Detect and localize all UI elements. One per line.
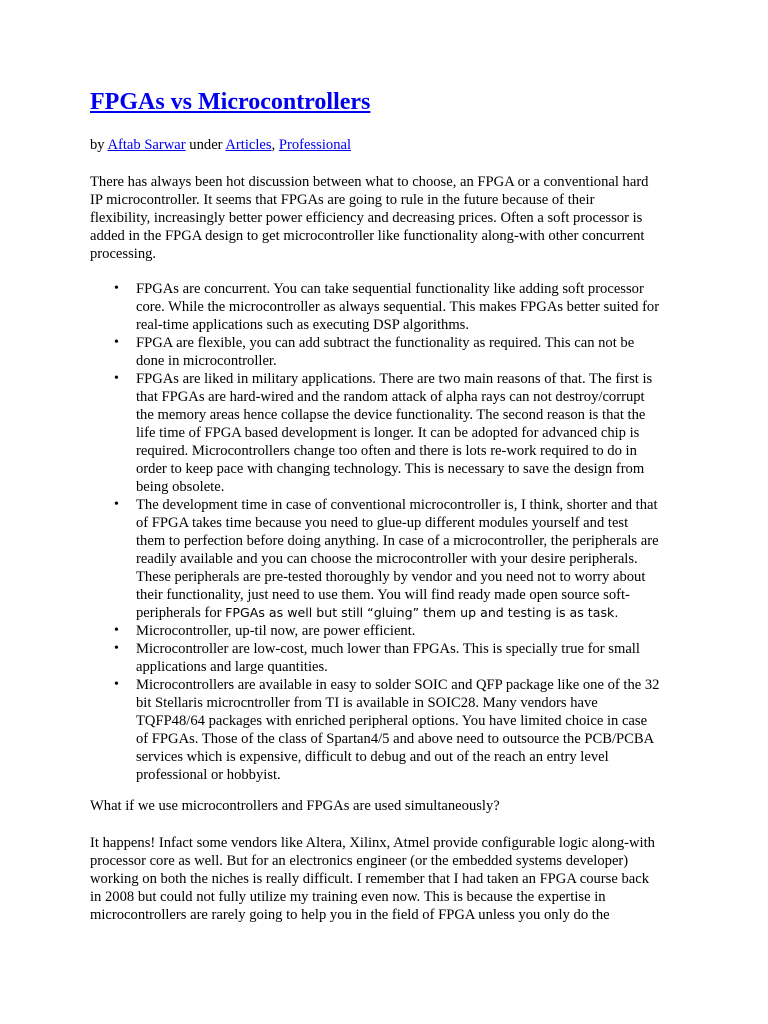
list-item (114, 496, 696, 622)
text-line: processor core as well. But for an electronics engineer (or the embedded systems developer) (90, 853, 629, 869)
text-line: It happens! Infact some vendors like Altera, Xilinx, Atmel provide configurable logic along-with (90, 835, 655, 851)
byline (90, 136, 351, 154)
text-line: The development time in case of conventional microcontroller is, I think, shorter and that (136, 497, 658, 513)
text-line: TQFP48/64 packages with enriched peripheral options. You have limited choice in case (136, 713, 648, 729)
category-link-articles[interactable]: Articles (225, 137, 272, 153)
text-line: of FPGA takes time because you need to glue-up different modules yourself and test (136, 515, 629, 531)
text-line: There has always been hot discussion between what to choose, an FPGA or a conventional hard (90, 174, 649, 190)
question-paragraph (90, 797, 690, 815)
text-line: that FPGAs are hard-wired and the random attack of alpha rays can not destroy/corrupt (136, 389, 645, 405)
text-line: Microcontrollers are available in easy to solder SOIC and QFP package like one of the 32 (136, 677, 660, 693)
bullet-icon: • (114, 677, 119, 692)
text-line: in 2008 but could not fully utilize my training even now. This is because the expertise in (90, 889, 606, 905)
list-item (114, 640, 696, 676)
text-line: professional or hobbyist. (136, 767, 281, 783)
text-line: These peripherals are pre-tested thoroughly by vendor and you need not to worry about (136, 569, 646, 585)
text-line: order to keep pace with changing technology. This is necessary to save the design from (136, 461, 645, 477)
text-line (136, 604, 696, 622)
bullet-icon: • (114, 335, 119, 350)
text-line: bit Stellaris microcntroller from TI is available in SOIC28. Many vendors have (136, 695, 598, 711)
text-line: core. While the microcontroller as always sequential. This makes FPGAs better suited for (136, 299, 660, 315)
list-item (114, 622, 696, 640)
comparison-list (114, 280, 696, 784)
author-link[interactable]: Aftab Sarwar (107, 137, 186, 153)
text-line: done in microcontroller. (136, 353, 277, 369)
text-line: required. Microcontrollers change too often and there is lots re-work required to do in (136, 443, 637, 459)
text-line: FPGA are flexible, you can add subtract the functionality as required. This can not be (136, 335, 635, 351)
text-line: microcontrollers are rarely going to help you in the field of FPGA unless you only do the (90, 907, 610, 923)
text-line: applications and large quantities. (136, 659, 328, 675)
text-line: Microcontroller, up-til now, are power efficient. (136, 623, 416, 639)
closing-paragraph (90, 834, 690, 924)
list-item (114, 280, 696, 334)
text-fragment-alt-font: FPGAs as well but still “gluing” them up and testing is as task. (225, 605, 619, 620)
text-line: services which is expensive, difficult to debug and out of the reach an entry level (136, 749, 609, 765)
bullet-icon: • (114, 641, 119, 656)
text-line: processing. (90, 246, 157, 262)
intro-paragraph (90, 173, 690, 263)
text-line: real-time applications such as executing DSP algorithms. (136, 317, 470, 333)
byline-prefix: by (90, 137, 108, 153)
text-line: FPGAs are concurrent. You can take sequential functionality like adding soft processor (136, 281, 644, 297)
category-link-professional[interactable]: Professional (278, 137, 352, 153)
byline-separator: , (271, 137, 279, 153)
text-line: working on both the niches is really difficult. I remember that I had taken an FPGA course back (90, 871, 650, 887)
text-line: flexibility, increasingly better power efficiency and decreasing prices. Often a soft processor is (90, 210, 643, 226)
text-fragment: peripherals for (136, 605, 226, 621)
bullet-icon: • (114, 623, 119, 638)
text-line: FPGAs are liked in military applications. There are two main reasons of that. The first is (136, 371, 653, 387)
text-line: being obsolete. (136, 479, 225, 495)
byline-middle: under (185, 137, 226, 153)
list-item (114, 370, 696, 496)
text-line: of FPGAs. Those of the class of Spartan4/5 and above need to outsource the PCB/PCBA (136, 731, 655, 747)
text-line: readily available and you can choose the microcontroller with your desire peripherals. (136, 551, 638, 567)
list-item (114, 676, 696, 784)
bullet-icon: • (114, 371, 119, 386)
text-line: IP microcontroller. It seems that FPGAs are going to rule in the future because of their (90, 192, 595, 208)
list-item (114, 334, 696, 370)
text-line: their functionality, just need to use them. You will find ready made open source soft- (136, 587, 630, 603)
text-line: the memory areas hence collapse the device functionality. The second reason is that the (136, 407, 646, 423)
article-title-link[interactable]: FPGAs vs Microcontrollers (90, 89, 371, 115)
text-line: added in the FPGA design to get microcontroller like functionality along-with other concurrent (90, 228, 645, 244)
text-line: What if we use microcontrollers and FPGAs are used simultaneously? (90, 798, 500, 814)
text-line: them to perfection before doing anything. In case of a microcontroller, the peripherals are (136, 533, 659, 549)
text-line: life time of FPGA based development is longer. It can be adopted for advanced chip is (136, 425, 640, 441)
bullet-icon: • (114, 497, 119, 512)
text-line: Microcontroller are low-cost, much lower than FPGAs. This is specially true for small (136, 641, 640, 657)
bullet-icon: • (114, 281, 119, 296)
